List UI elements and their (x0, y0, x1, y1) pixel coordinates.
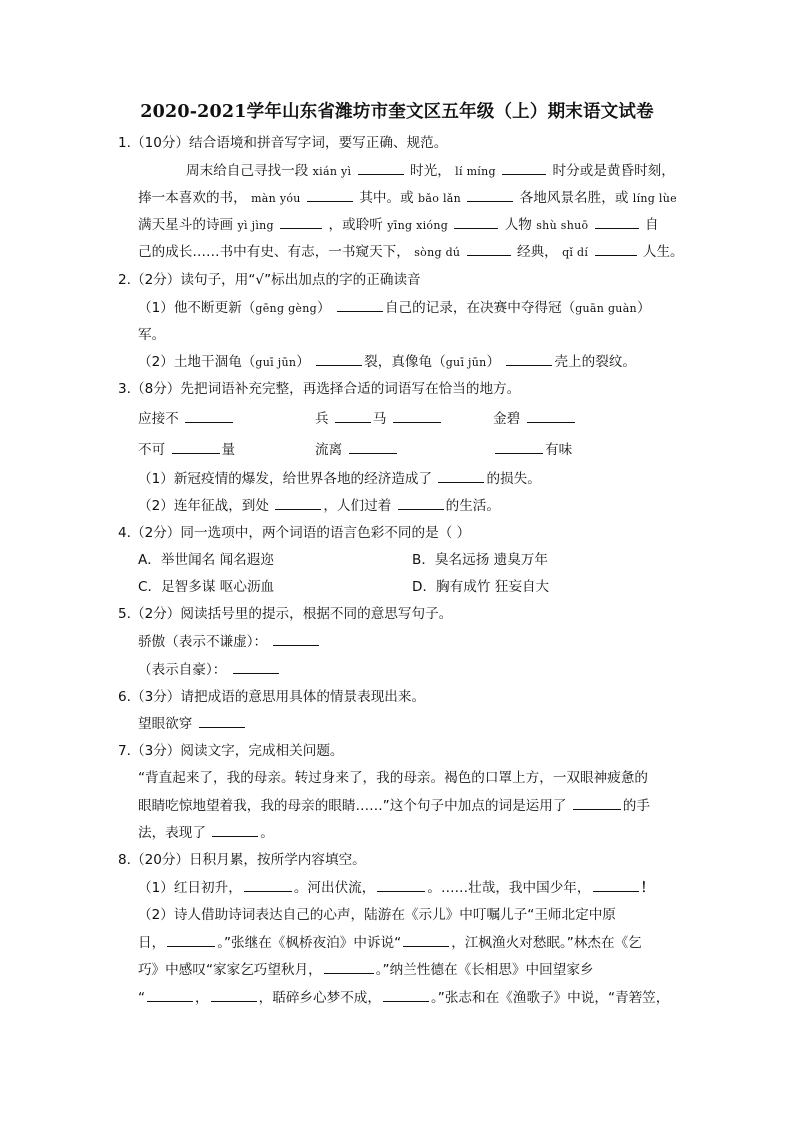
answer-blank[interactable] (438, 470, 484, 483)
answer-blank[interactable] (595, 216, 639, 229)
q7-text: 法，表现了 (138, 825, 206, 841)
pinyin-option[interactable]: guān guàn (575, 302, 637, 315)
answer-blank[interactable] (172, 441, 220, 454)
q2-sentence-2 (138, 353, 636, 372)
pinyin-prompt: xián yì (312, 165, 352, 178)
q8-text: 日， (138, 935, 166, 951)
answer-blank[interactable] (506, 353, 552, 366)
q8-text: ，江枫渔火对愁眠。”林杰在《乞 (451, 935, 642, 951)
q2-heading: 2.（2分）读句子，用“√”标出加点的字的正确读音 (118, 272, 421, 288)
q8-line-4 (138, 961, 594, 979)
q3-sentence-2 (138, 497, 500, 515)
q1-text: 其中。或 (359, 190, 414, 206)
q3-text: （1）新冠疫情的爆发，给世界各地的经济造成了 (138, 471, 433, 487)
q2-text: 自己的记录，在决赛中夺得冠（ (384, 300, 576, 316)
idiom-6 (493, 441, 572, 459)
q1-text: 时光， (410, 163, 451, 179)
answer-blank[interactable] (467, 189, 513, 202)
answer-blank[interactable] (495, 441, 543, 454)
idiom-4 (138, 441, 235, 459)
pinyin-option[interactable]: guī jūn (445, 356, 487, 369)
q8-text: 巧》中感叹“家家乞巧望秋月， (138, 962, 322, 978)
q8-line-3 (138, 934, 642, 952)
q8-text: “ (138, 990, 146, 1006)
answer-blank[interactable] (398, 497, 444, 510)
q1-text: ，或聆听 (328, 217, 383, 233)
pinyin-prompt: yì jìng (237, 219, 274, 232)
q1-line-3 (138, 216, 659, 235)
pinyin-option[interactable]: gēng gèng (255, 302, 317, 315)
idiom-text: 不可 (138, 442, 166, 458)
q8-line-2: （2）诗人借助诗词表达自己的心声，陆游在《示儿》中叮嘱儿子“王师北定中原 (138, 907, 616, 923)
pinyin-prompt: shù shuō (536, 219, 589, 232)
q3-sentence-1 (138, 470, 541, 488)
q2-sentence-1 (138, 299, 651, 318)
q2-text: ） (636, 300, 651, 316)
q6-text: 望眼欲穿 (138, 716, 193, 732)
q8-text: （1）红日初升， (138, 880, 242, 896)
q2-text: （2）土地干涸龟（ (138, 354, 256, 370)
answer-blank[interactable] (233, 661, 279, 674)
answer-blank[interactable] (147, 989, 193, 1002)
pinyin-prompt: lí míng (455, 165, 496, 178)
answer-blank[interactable] (212, 824, 258, 837)
q7-text: 眼睛吃惊地望着我，我的母亲的眼睛……”这个句子中加点的词是运用了 (138, 798, 567, 814)
pinyin-prompt: yīng xióng (387, 219, 449, 232)
pinyin-option[interactable]: guī jūn (255, 356, 297, 369)
q8-text: 。”纳兰性德在《长相思》中回望家乡 (375, 962, 594, 978)
exam-title: 2020-2021学年山东省潍坊市奎文区五年级（上）期末语文试卷 (140, 102, 654, 122)
q7-text: 。 (260, 825, 274, 841)
q1-text: 己的成长……书中有史、有志，一书窥天下， (138, 244, 410, 260)
q2-text: ） (486, 354, 501, 370)
pinyin-prompt: líng lùe (632, 192, 677, 205)
q8-text: ， (195, 990, 209, 1006)
q8-text: 。河出伏流， (293, 880, 376, 896)
pinyin-prompt: sòng dú (414, 246, 461, 259)
q2-text: ） (296, 354, 310, 370)
q6-line-1 (138, 715, 247, 733)
q1-line-2 (138, 189, 677, 208)
idiom-1 (138, 410, 235, 428)
q8-line-1 (138, 879, 654, 897)
idiom-text: 量 (221, 442, 236, 458)
q3-heading: 3.（8分）先把词语补充完整，再选择合适的词语写在恰当的地方。 (118, 381, 521, 397)
option-b[interactable]: B．臭名远扬 遗臭万年 (412, 552, 548, 568)
q2-sentence-1-cont: 军。 (138, 327, 166, 343)
idiom-text: 流离 (315, 442, 343, 458)
answer-blank[interactable] (377, 879, 425, 892)
answer-blank[interactable] (502, 162, 546, 175)
q5-line-1 (138, 633, 321, 651)
answer-blank[interactable] (280, 216, 322, 229)
q7-text: 的手 (622, 798, 650, 814)
q2-text: ） (316, 300, 331, 316)
q7-passage-2 (138, 797, 650, 815)
q1-text: 各地风景名胜，或 (519, 190, 629, 206)
option-c[interactable]: C．足智多谋 呕心沥血 (138, 579, 275, 595)
q8-text: ，聒碎乡心梦不成， (258, 990, 381, 1006)
answer-blank[interactable] (393, 410, 441, 423)
q5-line-2 (138, 661, 281, 679)
q8-text: 。”张志和在《渔歌子》中说，“青箬笠， (430, 990, 670, 1006)
pinyin-prompt: qǐ dí (562, 246, 589, 259)
answer-blank[interactable] (307, 189, 353, 202)
option-a[interactable]: A．举世闻名 闻名遐迩 (138, 552, 274, 568)
q8-line-5 (138, 989, 669, 1007)
answer-blank[interactable] (349, 441, 397, 454)
answer-blank[interactable] (593, 879, 639, 892)
answer-blank[interactable] (244, 879, 292, 892)
idiom-text: 应接不 (138, 411, 179, 427)
answer-blank[interactable] (199, 715, 245, 728)
answer-blank[interactable] (275, 497, 321, 510)
q7-passage-3 (138, 824, 274, 842)
q5-text: （表示自豪）： (138, 662, 227, 678)
q1-text: 满天星斗的诗画 (138, 217, 234, 233)
q1-text: 人物 (504, 217, 532, 233)
q7-heading: 7.（3分）阅读文字，完成相关问题。 (118, 743, 344, 759)
idiom-text: 金碧 (493, 411, 521, 427)
answer-blank[interactable] (595, 243, 637, 256)
q3-text: （2）连年征战，到处 (138, 498, 269, 514)
pinyin-prompt: màn yóu (251, 192, 301, 205)
answer-blank[interactable] (273, 633, 319, 646)
q1-text: 经典， (516, 244, 558, 260)
q1-text: 人生。 (642, 244, 684, 260)
q7-passage-1: “背直起来了，我的母亲。转过身来了，我的母亲。褐色的口罩上方，一双眼神疲惫的 (138, 770, 649, 786)
q2-text: 裂，真像龟（ (364, 354, 446, 370)
answer-blank[interactable] (403, 934, 449, 947)
answer-blank[interactable] (324, 961, 374, 974)
q8-text: ！ (640, 880, 655, 896)
q2-text: 壳上的裂纹。 (554, 354, 637, 370)
answer-blank[interactable] (211, 989, 257, 1002)
q1-line-1 (186, 162, 675, 181)
answer-blank[interactable] (167, 934, 215, 947)
answer-blank[interactable] (335, 410, 371, 423)
q6-heading: 6.（3分）请把成语的意思用具体的情景表现出来。 (118, 689, 426, 705)
q8-heading: 8.（20分）日积月累，按所学内容填空。 (118, 852, 366, 868)
q5-text: 骄傲（表示不谦虚）： (138, 634, 268, 650)
q1-text: 时分或是黄昏时刻， (552, 163, 675, 179)
q3-text: 的生活。 (445, 498, 500, 514)
q1-heading: 1.（10分）结合语境和拼音写字词，要写正确、规范。 (118, 135, 448, 151)
answer-blank[interactable] (467, 243, 511, 256)
q1-text: 自 (645, 217, 659, 233)
pinyin-prompt: bǎo lǎn (418, 192, 462, 205)
answer-blank[interactable] (185, 410, 233, 423)
idiom-3 (493, 410, 577, 428)
q3-text: 的损失。 (486, 471, 541, 487)
answer-blank[interactable] (383, 989, 429, 1002)
option-d[interactable]: D．胸有成竹 狂妄自大 (412, 579, 550, 595)
answer-blank[interactable] (316, 353, 362, 366)
q3-text: ，人们过着 (323, 498, 392, 514)
idiom-text: 马 (372, 411, 387, 427)
answer-blank[interactable] (573, 797, 621, 810)
q8-text: 。……壮哉，我中国少年， (427, 880, 591, 896)
q1-line-4 (138, 243, 684, 262)
idiom-text: 兵 (315, 411, 329, 427)
answer-blank[interactable] (358, 162, 404, 175)
q1-text: 周末给自己寻找一段 (186, 163, 309, 179)
idiom-text: 有味 (545, 442, 573, 458)
q2-text: （1）他不断更新（ (138, 300, 256, 316)
answer-blank[interactable] (454, 216, 498, 229)
q1-text: 捧一本喜欢的书， (138, 190, 247, 206)
q5-heading: 5.（2分）阅读括号里的提示，根据不同的意思写句子。 (118, 606, 453, 622)
q8-text: 。”张继在《枫桥夜泊》中诉说“ (217, 935, 402, 951)
q4-heading: 4.（2分）同一选项中，两个词语的语言色彩不同的是（ ） (118, 525, 471, 541)
answer-blank[interactable] (527, 410, 575, 423)
idiom-2 (315, 410, 443, 428)
answer-blank[interactable] (337, 299, 383, 312)
idiom-5 (315, 441, 399, 459)
